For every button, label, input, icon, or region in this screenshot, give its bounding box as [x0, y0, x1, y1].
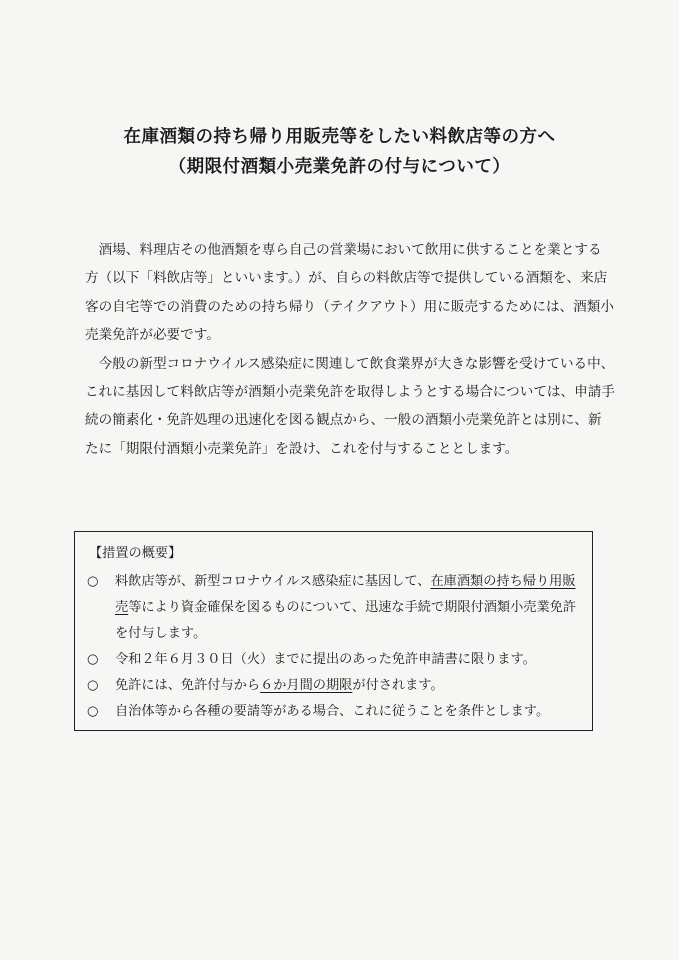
bullet-circle-icon: ○ — [87, 574, 99, 589]
list-item-text: 令和２年６月３０日（火）までに提出のあった免許申請書に限ります。 — [115, 652, 536, 667]
list-item-text: 自治体等から各種の要請等がある場合、これに従うことを条件とします。 — [115, 704, 550, 719]
box-heading: 【措置の概要】 — [89, 546, 182, 561]
bullet-circle-icon: ○ — [87, 652, 99, 667]
list-item — [87, 699, 587, 725]
document-title — [0, 122, 679, 182]
title-line-2: （期限付酒類小売業免許の付与について） — [168, 157, 511, 177]
item-text-part: 料飲店等が、新型コロナウイルス感染症に基因して、 — [115, 574, 431, 589]
item-text-part: 等により資金確保を図るものについて、迅速な手続で期限付酒類小売業免許を付与します。 — [115, 600, 577, 641]
item-text-part: 免許には、免許付与から — [115, 678, 261, 693]
underlined-text: 在庫酒類の持ち帰り用販売 — [115, 574, 576, 615]
paragraph-1: 酒場、料理店その他酒類を専ら自己の営業場において飲用に供することを業とする方（以下「料飲店等」といいます。）が、自らの料飲店等で提供している酒類を、来店客の自宅等での消費のための持ち帰り（テイクアウト）用に販売するためには、酒類小売業免許が必要です。 — [85, 242, 614, 344]
body-text — [85, 236, 615, 463]
list-item — [87, 647, 587, 673]
item-text-part: が付されます。 — [352, 678, 444, 693]
list-item-text — [115, 673, 587, 699]
paragraph-2: 今般の新型コロナウイルス感染症に関連して飲食業界が大きな影響を受けている中、これに基因して料飲店等が酒類小売業免許を取得しようとする場合については、申請手続の簡素化・免許処理の迅速化を図る観点から、一般の酒類小売業免許とは別に、新たに「期限付酒類小売業免許」を設け、これを付与することとします。 — [85, 355, 615, 457]
bullet-circle-icon: ○ — [87, 704, 99, 719]
title-line-1: 在庫酒類の持ち帰り用販売等をしたい料飲店等の方へ — [123, 127, 556, 147]
list-item — [87, 569, 587, 647]
bullet-circle-icon: ○ — [87, 678, 99, 693]
measures-list — [87, 569, 587, 725]
list-item — [87, 673, 587, 699]
measures-summary-box — [74, 531, 593, 731]
underlined-text: ６か月間の期限 — [260, 678, 353, 693]
list-item-text — [115, 569, 587, 647]
